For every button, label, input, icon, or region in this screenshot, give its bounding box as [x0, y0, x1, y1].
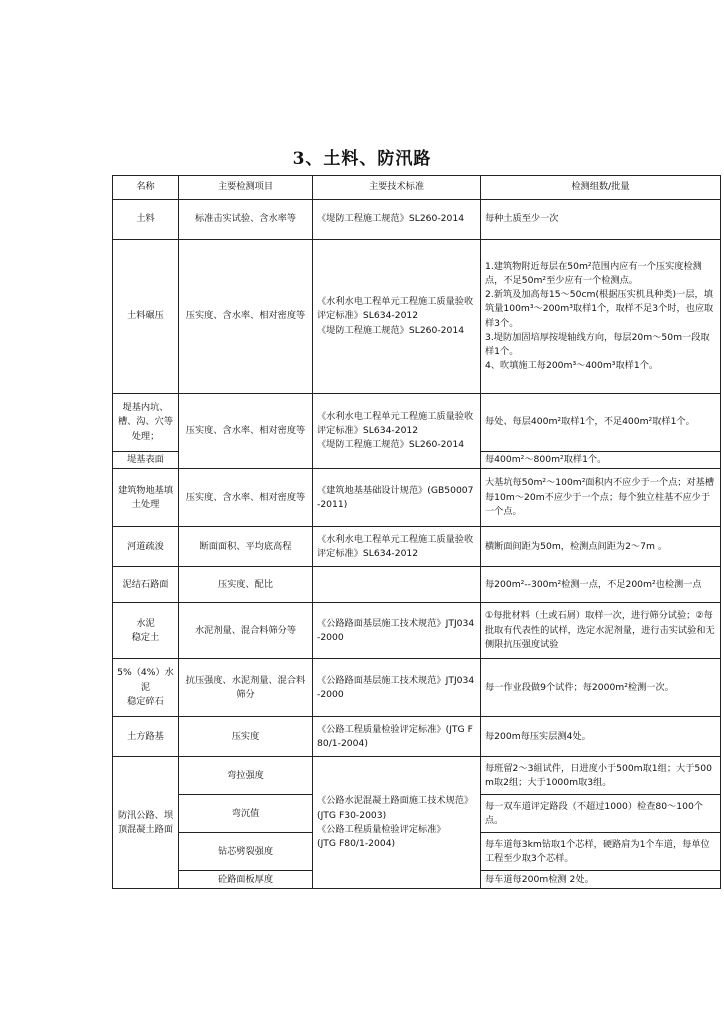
cell-standard: 《堤防工程施工规范》SL260-2014 [313, 200, 481, 240]
table-row [113, 567, 721, 603]
cell-name: 河道疏浚 [113, 527, 179, 567]
cell-name: 堤基表面 [113, 452, 179, 469]
cell-standard: 《公路水泥混凝土路面施工技术规范》 (JTG F30-2003) 《公路工程质量检验评定标准》 (JTG F80/1-2004) [313, 757, 481, 889]
cell-standard: 《公路工程质量检验评定标准》(JTG F80/1-2004) [313, 717, 481, 757]
cell-item: 水泥剂量、混合料筛分等 [179, 603, 313, 659]
cell-standard: 《水利水电工程单元工程施工质量验收评定标准》SL634-2012 [313, 527, 481, 567]
cell-quantity: ①每批材料（土或石屑）取样一次，进行筛分试验；②每批取有代表性的试样，选定水泥剂量，进行击实试验和无侧限抗压强度试验 [481, 603, 721, 659]
header-name: 名称 [113, 176, 179, 200]
inspection-table [112, 175, 721, 889]
cell-quantity: 每一作业段做9个试件；每2000m²检测一次。 [481, 659, 721, 717]
cell-item: 弯沉值 [179, 795, 313, 833]
table-row [113, 240, 721, 394]
cell-item: 压实度、含水率、相对密度等 [179, 394, 313, 469]
cell-quantity: 每200m每压实层测4处。 [481, 717, 721, 757]
cell-name: 水泥 稳定土 [113, 603, 179, 659]
cell-standard [313, 567, 481, 603]
cell-quantity: 每种土质至少一次 [481, 200, 721, 240]
cell-name: 泥结石路面 [113, 567, 179, 603]
table-header-row [113, 176, 721, 200]
cell-item: 压实度 [179, 717, 313, 757]
cell-quantity: 大基坑每50m²～100m²面积内不应少于一个点；对基槽每10m～20m不应少于一个点；每个独立柱基不应少于一个点。 [481, 469, 721, 527]
cell-item: 压实度、含水率、相对密度等 [179, 469, 313, 527]
header-standard: 主要技术标准 [313, 176, 481, 200]
cell-quantity: 每班留2～3組试件，日进度小于500m取1组；大于500m取2组；大于1000m取3组。 [481, 757, 721, 795]
cell-item: 砼路面板厚度 [179, 871, 313, 889]
cell-item: 弯拉强度 [179, 757, 313, 795]
cell-standard: 《公路路面基层施工技术规范》JTJ034-2000 [313, 659, 481, 717]
cell-name: 建筑物地基填土处理 [113, 469, 179, 527]
table-row [113, 717, 721, 757]
table-row [113, 757, 721, 795]
cell-name: 防汛公路、坝顶混凝土路面 [113, 757, 179, 889]
table-row [113, 527, 721, 567]
cell-standard: 《建筑地基基础设计规范》(GB50007-2011) [313, 469, 481, 527]
table-row [113, 200, 721, 240]
table-row [113, 469, 721, 527]
cell-name: 5%（4%）水泥 稳定碎石 [113, 659, 179, 717]
cell-item: 压实度、含水率、相对密度等 [179, 240, 313, 394]
cell-quantity: 1.建筑物附近每层在50m²范围内应有一个压实度检测点，不足50m²至少应有一个检测点。 2.新筑及加高每15～50cm(根据压实机具种类)一层，填筑量100m³～200m³取样1个，取样不足3个时，也应取样3个。 3.堤防加固培厚按堤轴线方向，每层20m～50m一段取样1个。 4、吹填施工每200m³～400m³取样1个。 [481, 240, 721, 394]
table-row [113, 659, 721, 717]
cell-name: 堤基内坑、槽、沟、穴等处理； [113, 394, 179, 452]
cell-standard: 《水利水电工程单元工程施工质量验收评定标准》SL634-2012 《堤防工程施工规范》SL260-2014 [313, 240, 481, 394]
cell-quantity: 每车道每200m检测 2处。 [481, 871, 721, 889]
header-quantity: 检测组数/批量 [481, 176, 721, 200]
cell-item: 标准击实试验、含水率等 [179, 200, 313, 240]
cell-quantity: 每一双车道评定路段（不超过1000）检查80～100个点。 [481, 795, 721, 833]
cell-item: 钻芯劈裂强度 [179, 833, 313, 871]
cell-quantity: 每处、每层400m²取样1个，不足400m²取样1个。 [481, 394, 721, 452]
cell-item: 压实度、配比 [179, 567, 313, 603]
table-row [113, 394, 721, 452]
cell-standard: 《水利水电工程单元工程施工质量验收评定标准》SL634-2012 《堤防工程施工规范》SL260-2014 [313, 394, 481, 469]
cell-item: 断面面积、平均底高程 [179, 527, 313, 567]
cell-name: 土料碾压 [113, 240, 179, 394]
table-row [113, 603, 721, 659]
cell-standard: 《公路路面基层施工技术规范》JTJ034-2000 [313, 603, 481, 659]
header-item: 主要检测项目 [179, 176, 313, 200]
cell-name: 土方路基 [113, 717, 179, 757]
page-title: 3、土料、防汛路 [292, 149, 432, 169]
cell-item: 抗压强度、水泥剂量、混合料筛分 [179, 659, 313, 717]
cell-quantity: 横断面间距为50m，检测点间距为2～7m 。 [481, 527, 721, 567]
cell-name: 土料 [113, 200, 179, 240]
cell-quantity: 每400m²～800m²取样1个。 [481, 452, 721, 469]
cell-quantity: 每200m²--300m²检测一点，不足200m²也检测一点 [481, 567, 721, 603]
cell-quantity: 每车道每3km钻取1个芯样，硬路肩为1个车道，每单位工程至少取3个芯样。 [481, 833, 721, 871]
